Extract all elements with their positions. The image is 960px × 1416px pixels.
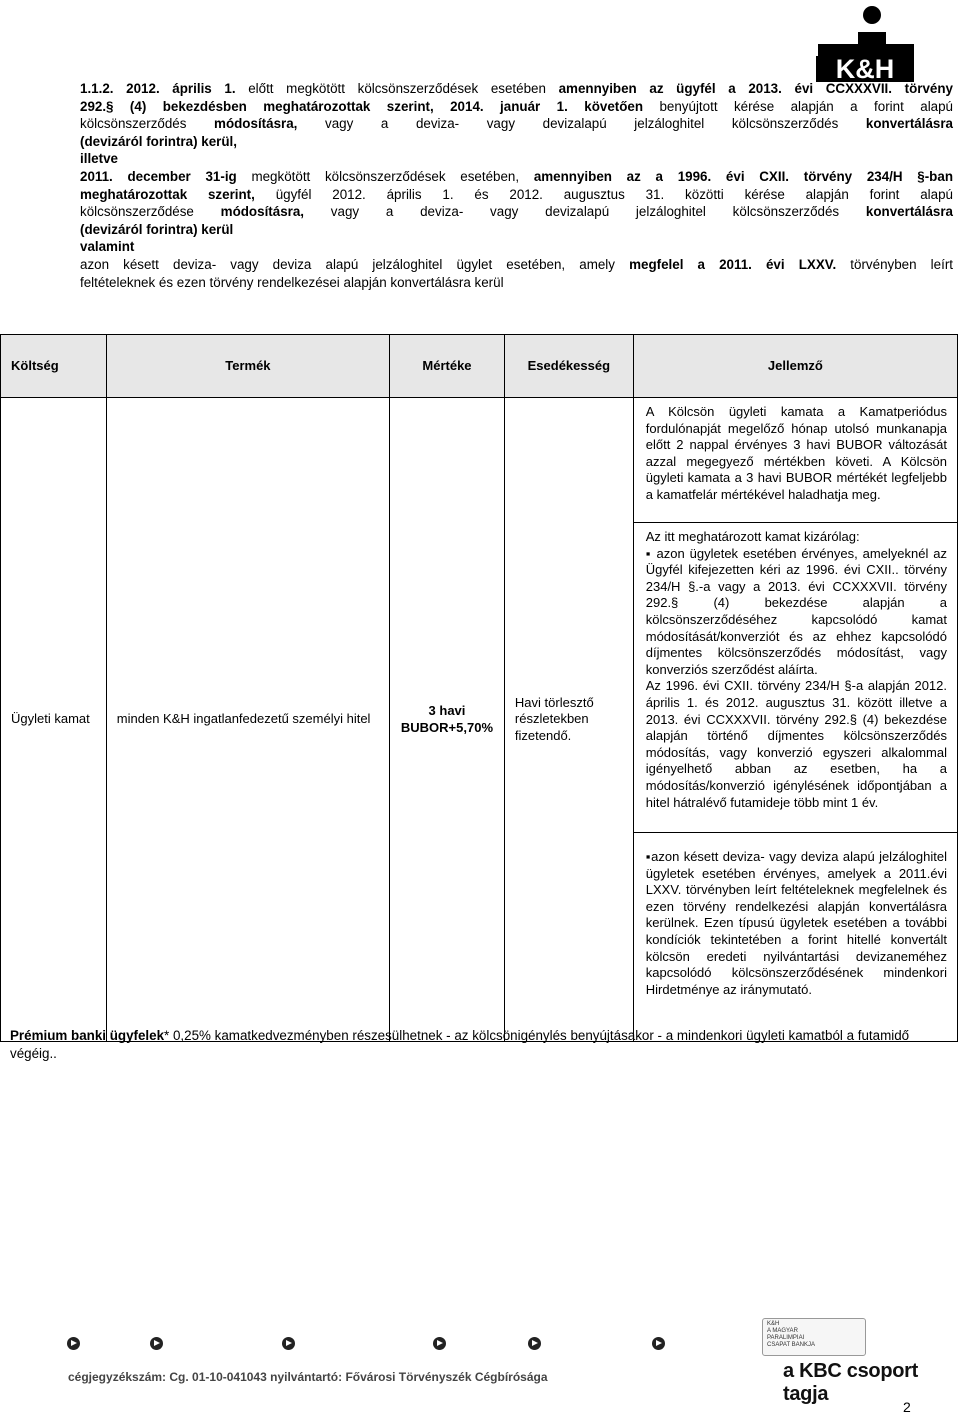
- logo-text: K&H: [835, 54, 895, 84]
- jellemzo-block-2: [634, 522, 957, 832]
- jellemzo-text: Az 1996. évi CXII. törvény 234/H §-a alapján 2012. április 1. és 2012. augusztus 31. között illetve a 2013. évi CCXXXVII. törvény 292.§ (4) bekezdése alapján történő díjmentes kölcsönszerződés módosítás, vagy konverzió egyszeri alkalommal igényelhető abban az esetben, ha a módosítás/konverzió igénylésének időpontjában a hitel hátralévő futamideje több mint 1 év.: [645, 678, 947, 810]
- arrow-bullet-icon: [150, 1337, 163, 1350]
- footnote: [10, 1027, 945, 1062]
- arrow-bullet-icon: [282, 1337, 295, 1350]
- jellemzo-text: Az itt meghatározott kamat kizárólag:: [645, 529, 860, 544]
- jellemzo-text: ▪azon késett deviza- vagy deviza alapú jelzáloghitel ügyletek esetében érvényes, amelyek a 2011.évi LXXV. törvényben leírt feltételeknek megfelelnek és ezen törvény rendelkezési alapján konvertálásra kerülnek. Ezen típusú ügyletek esetében a további kondíciók tekintetében a forint hitellé konvertált kölcsön eredeti nyilvántartási devizaneméhez kapcsolódó kölcsönszerződésének mindenkori Hirdetménye az iránymutató.: [645, 849, 947, 997]
- intro-text: módosításra,: [220, 204, 305, 220]
- intro-text: (devizáról forintra) kerül,: [80, 133, 238, 149]
- badge-line: PARALIMPIAI: [767, 1335, 805, 1341]
- intro-text: 1.1.2. 2012. április 1.: [80, 81, 249, 96]
- intro-text: amennyiben az ügyfél a 2013. évi CCXXXVII. törvény: [558, 81, 953, 96]
- intro-text: megkötött kölcsönszerződések esetében: [273, 81, 559, 96]
- kh-logo: [814, 4, 916, 84]
- intro-text: konvertálásra: [865, 116, 953, 132]
- jellemzo-block-3: [634, 832, 957, 1041]
- header-jellemzo: Jellemző: [633, 335, 957, 398]
- badge-line: CSAPAT BANKJA: [767, 1342, 816, 1348]
- cell-merteke: [390, 398, 505, 1042]
- cell-jellemzo: [633, 398, 957, 1042]
- intro-text: feltételeknek és ezen törvény rendelkezései alapján konvertálásra kerül: [80, 274, 504, 290]
- jellemzo-text: ▪ azon ügyletek esetében érvényes, amelyeknél az Ügyfél kifejezetten kéri az 1996. évi CXII.. törvény 234/H §.-a vagy a 2013. évi CCXXXVII. törvény 292.§ (4) bekezdése alapján a kölcsönszerződéséhez kapcsolódó kamat módosítását/konverziót és az ehhez kapcsolódó díjmentes kölcsönszerződés módosítást, vagy konverziós szerződést aláírta.: [645, 545, 947, 677]
- header-esedekesseg: Esedékesség: [504, 335, 633, 398]
- arrow-bullet-icon: [528, 1337, 541, 1350]
- cell-esedekesseg: Havi törlesztő részletekben fizetendő.: [504, 398, 633, 1042]
- page-number: 2: [903, 1399, 911, 1415]
- paralympic-badge: [762, 1318, 866, 1356]
- badge-line: K&H: [767, 1321, 780, 1327]
- intro-text: illetve: [80, 151, 118, 167]
- intro-text: módosításra,: [214, 116, 298, 132]
- intro-text: törvényben leírt: [836, 256, 953, 272]
- intro-text: (devizáról forintra) kerül: [80, 221, 234, 237]
- jellemzo-text: A Kölcsön ügyleti kamata a Kamatperiódus fordulónapját megelőző hónap utolsó munkanapja előtt 2 nappal érvényes 3 havi BUBOR változását azzal megegyező mértékben követi. A Kölcsön ügyleti kamata a 3 havi BUBOR mértékét legfeljebb a kamatfelár mértékével haladhatja meg.: [645, 404, 947, 502]
- intro-text: meghatározottak szerint,: [80, 186, 255, 202]
- arrow-bullet-icon: [652, 1337, 665, 1350]
- footnote-text: * 0,25% kamatkedvezményben részesülhetnek - az kölcsönigénylés benyújtásakor - a mindenkori ügyleti kamatból a futamidő végéig..: [10, 1028, 910, 1061]
- kbc-group-text: a KBC csoport tagja: [783, 1360, 919, 1405]
- intro-section: [80, 80, 953, 291]
- rate-line-2: BUBOR+5,70%: [400, 719, 494, 735]
- arrow-bullet-icon: [433, 1337, 446, 1350]
- intro-text: vagy a deviza- vagy devizalapú jelzáloghitel kölcsönszerződés: [297, 116, 866, 132]
- intro-text: kölcsönszerződése: [80, 204, 221, 220]
- arrow-bullet-icon: [67, 1337, 80, 1350]
- badge-line: A MAGYAR: [767, 1328, 798, 1334]
- fee-table: [0, 334, 958, 1042]
- header-termek: Termék: [106, 335, 389, 398]
- header-koltseg: Költség: [1, 335, 107, 398]
- footnote-bold: Prémium banki ügyfelek: [10, 1028, 165, 1043]
- intro-text: 2011. december 31-ig: [80, 168, 237, 184]
- intro-text: követően: [584, 98, 644, 114]
- intro-text: kölcsönszerződés: [80, 116, 215, 132]
- intro-text: vagy a deviza- vagy devizalapú jelzáloghitel kölcsönszerződés: [304, 204, 866, 220]
- intro-text: megfelel a 2011. évi LXXV.: [629, 256, 837, 272]
- intro-text: amennyiben az a 1996. évi CXII. törvény 234/H §-ban: [533, 168, 953, 184]
- registration-text: cégjegyzékszám: Cg. 01-10-041043 nyilvántartó: Fővárosi Törvényszék Cégbírósága: [68, 1370, 548, 1384]
- intro-text: 292.§ (4) bekezdésben meghatározottak szerint, 2014. január 1.: [80, 98, 585, 114]
- header-merteke: Mértéke: [390, 335, 505, 398]
- table-header-row: [1, 335, 958, 398]
- intro-text: benyújtott kérése alapján a forint alapú: [643, 98, 954, 114]
- table-row: [1, 398, 958, 1042]
- jellemzo-block-1: [634, 398, 957, 522]
- intro-text: azon késett deviza- vagy deviza alapú jelzáloghitel ügylet esetében, amely: [80, 256, 630, 272]
- cell-koltseg: Ügyleti kamat: [1, 398, 107, 1042]
- intro-text: megkötött kölcsönszerződések esetében,: [236, 168, 534, 184]
- intro-text: ügyfél 2012. április 1. és 2012. augusztus 31. közötti kérése alapján forint alapú: [254, 186, 953, 202]
- intro-text: valamint: [80, 239, 135, 255]
- intro-text: konvertálásra: [865, 204, 953, 220]
- intro-text: előtt: [248, 81, 274, 96]
- cell-termek: minden K&H ingatlanfedezetű személyi hitel: [106, 398, 389, 1042]
- rate-line-1: 3 havi: [428, 702, 466, 718]
